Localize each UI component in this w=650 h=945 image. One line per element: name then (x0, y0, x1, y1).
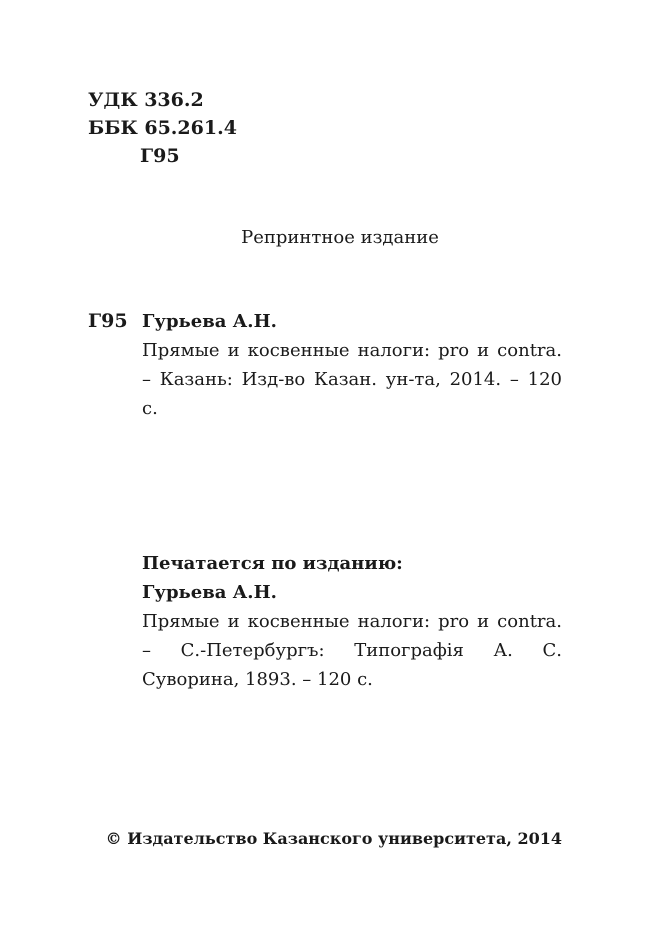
author-sign: Г95 (140, 145, 180, 167)
catalog-code: Г95 (88, 310, 128, 332)
copyright-line: © Издательство Казанского университета, 2014 (105, 829, 562, 848)
source-description: Прямые и косвенные налоги: pro и contra. – С.-Петербургъ: Типографія А. С. Суворина, 1893. – 120 с. (142, 611, 562, 690)
source-heading: Печатается по изданию: (142, 553, 403, 574)
catalog-body (142, 307, 562, 423)
catalog-description: Прямые и косвенные налоги: pro и contra. – Казань: Изд-во Казан. ун-та, 2014. – 120 с. (142, 340, 562, 419)
catalog-author: Гурьева А.Н. (142, 311, 277, 332)
edition-note: Репринтное издание (241, 227, 439, 248)
udk-code: УДК 336.2 (88, 89, 204, 111)
catalog-entry (88, 307, 562, 423)
source-edition (142, 549, 562, 694)
classification-block (88, 86, 237, 170)
bbk-code: ББК 65.261.4 (88, 117, 237, 139)
source-author: Гурьева А.Н. (142, 582, 277, 603)
